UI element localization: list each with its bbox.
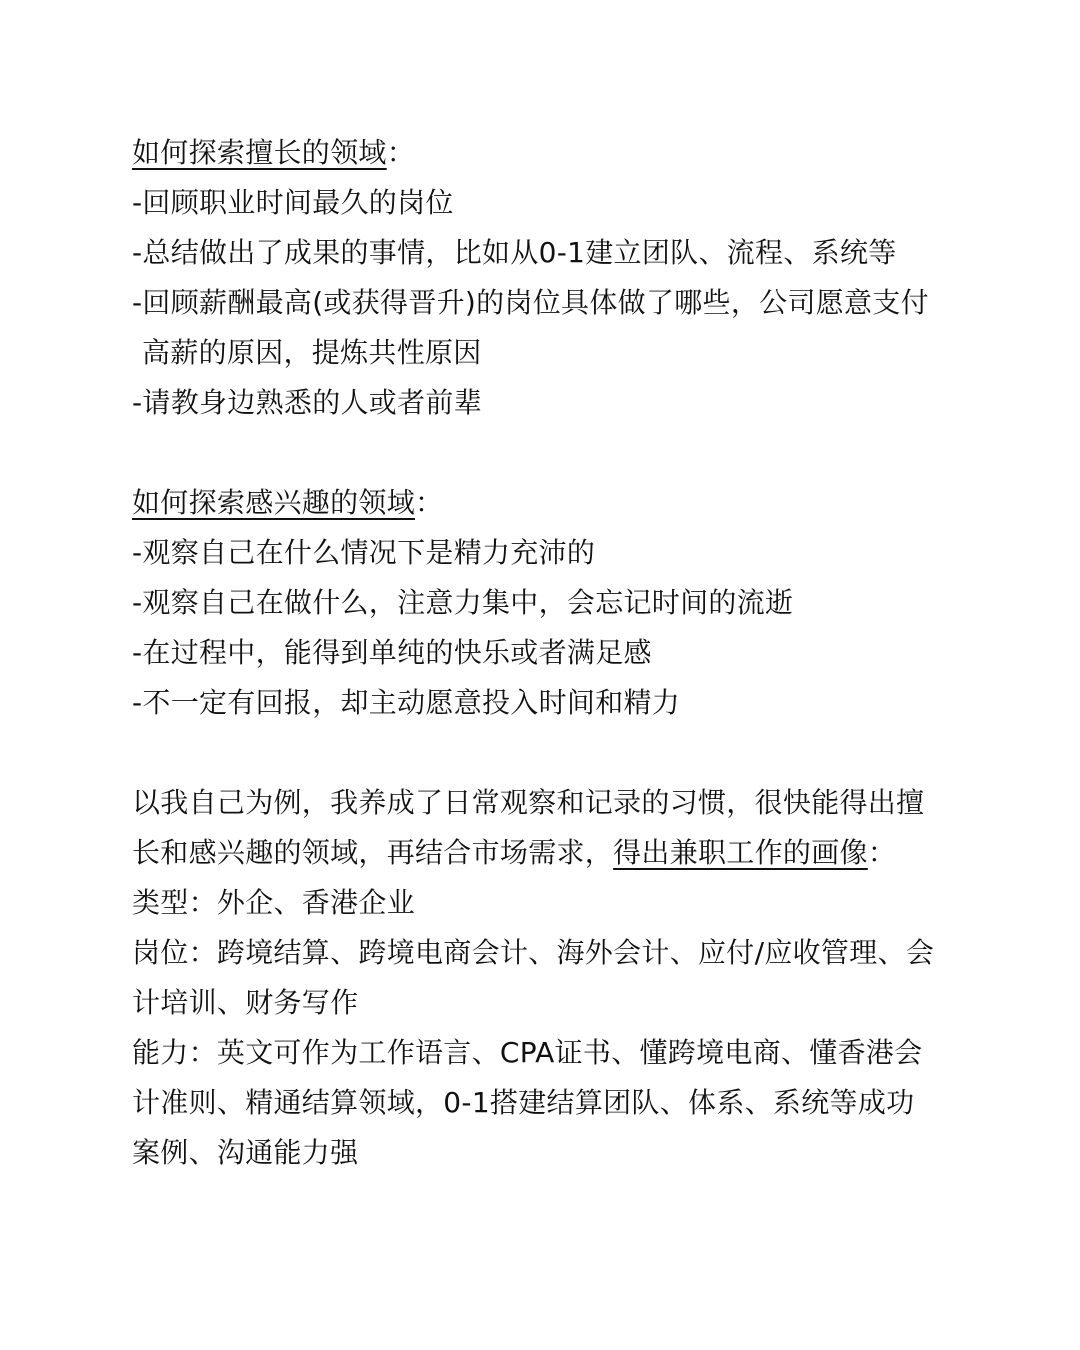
list-item: -观察自己在什么情况下是精力充沛的	[132, 536, 596, 569]
heading-strengths-text: 如何探索擅长的领域	[132, 136, 387, 169]
section-heading-strengths	[132, 128, 982, 178]
profile-abilities-continued: 案例、沟通能力强	[132, 1136, 359, 1169]
example-text: 长和感兴趣的领域，再结合市场需求，	[132, 836, 614, 869]
heading-interests-text: 如何探索感兴趣的领域	[132, 486, 416, 519]
document-body	[132, 128, 982, 1178]
list-item-continuation: 高薪的原因，提炼共性原因	[142, 336, 482, 369]
list-item: -请教身边熟悉的人或者前辈	[132, 386, 483, 419]
profile-positions: 岗位：跨境结算、跨境电商会计、海外会计、应付/应收管理、会	[132, 936, 935, 969]
profile-abilities-continued: 计准则、精通结算领域，0-1搭建结算团队、体系、系统等成功	[132, 1086, 915, 1119]
example-paragraph-line: 以我自己为例，我养成了日常观察和记录的习惯，很快能得出擅	[132, 786, 925, 819]
profile-abilities: 能力：英文可作为工作语言、CPA证书、懂跨境电商、懂香港会	[132, 1036, 923, 1069]
list-item: -回顾职业时间最久的岗位	[132, 186, 454, 219]
section-heading-interests	[132, 478, 982, 528]
heading-colon: ：	[386, 136, 416, 169]
list-item: -不一定有回报，却主动愿意投入时间和精力	[132, 686, 681, 719]
list-item: -观察自己在做什么，注意力集中，会忘记时间的流逝	[132, 586, 794, 619]
list-item: -总结做出了成果的事情，比如从0-1建立团队、流程、系统等	[132, 236, 897, 269]
section-spacer	[132, 728, 982, 778]
heading-colon: ：	[867, 836, 897, 869]
section-spacer	[132, 428, 982, 478]
list-item: -回顾薪酬最高(或获得晋升)的岗位具体做了哪些，公司愿意支付	[132, 286, 929, 319]
example-paragraph-line	[132, 828, 982, 878]
profile-type: 类型：外企、香港企业	[132, 886, 416, 919]
profile-positions-continued: 计培训、财务写作	[132, 986, 359, 1019]
heading-colon: ：	[415, 486, 444, 519]
job-profile-heading: 得出兼职工作的画像	[613, 836, 868, 869]
list-item: -在过程中，能得到单纯的快乐或者满足感	[132, 636, 652, 669]
